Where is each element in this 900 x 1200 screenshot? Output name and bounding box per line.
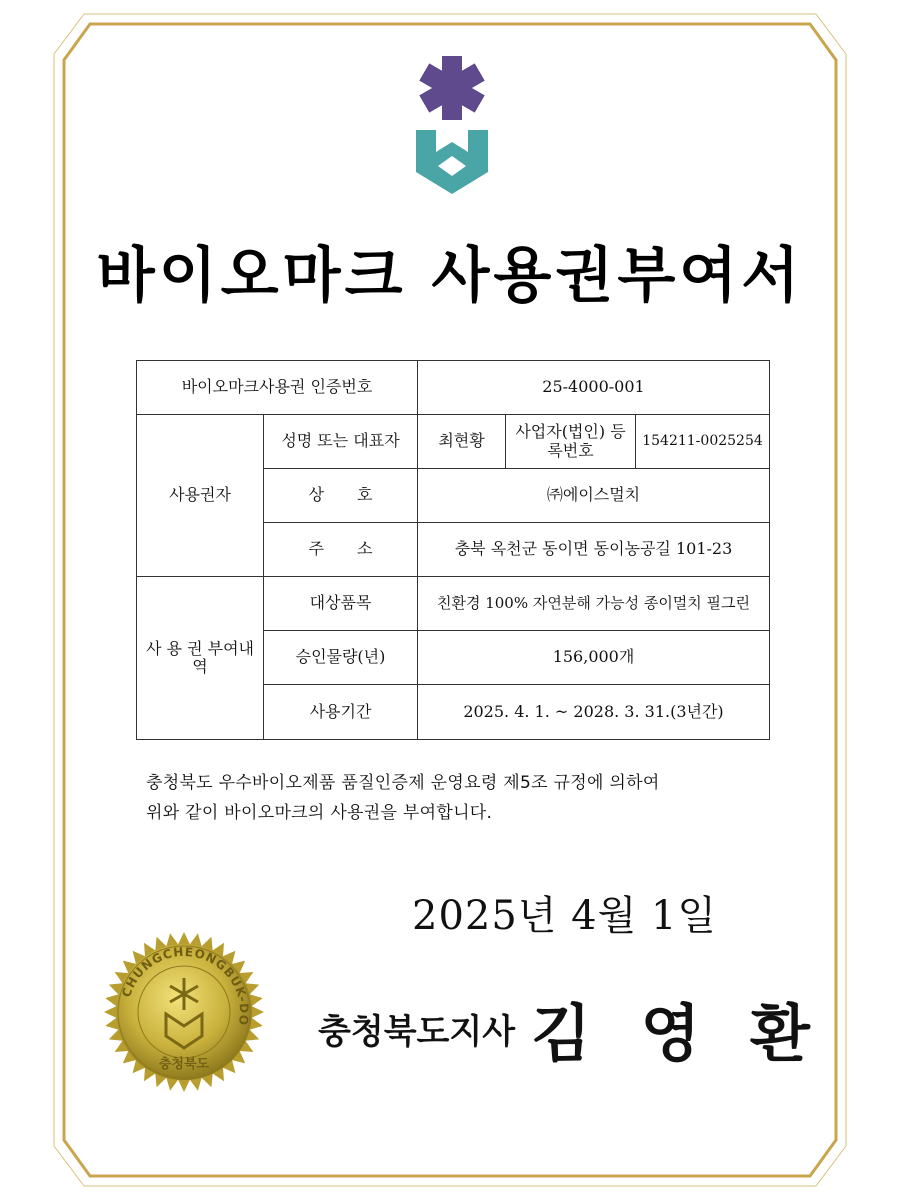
biz-reg-label: 사업자(법인) 등록번호: [506, 415, 636, 469]
certificate-title: 바이오마크 사용권부여서: [96, 241, 804, 311]
issue-date: 2025년 4월 1일: [412, 893, 718, 939]
certificate-table: [136, 360, 770, 740]
biomark-logo-icon: [412, 56, 492, 196]
product-value: 친환경 100% 자연분해 가능성 종이멀치 필그린: [418, 577, 770, 631]
seal-inner-text: 충청북도: [158, 1057, 210, 1072]
quantity-label: 승인물량(년): [264, 631, 418, 685]
grant-statement: [146, 768, 786, 828]
address-value: 충북 옥천군 동이면 동이농공길 101-23: [418, 523, 770, 577]
name-label: 성명 또는 대표자: [264, 415, 418, 469]
issuer-name: 김 영 환: [531, 997, 824, 1070]
table-row: [137, 577, 770, 631]
cert-number-label: 바이오마크사용권 인증번호: [137, 361, 418, 415]
statement-line-2: 위와 같이 바이오마크의 사용권을 부여합니다.: [146, 803, 493, 823]
table-row: [137, 415, 770, 469]
table-row: [137, 361, 770, 415]
cert-number-value: 25-4000-001: [418, 361, 770, 415]
quantity-value: 156,000개: [418, 631, 770, 685]
address-label: 주 소: [264, 523, 418, 577]
period-label: 사용기간: [264, 685, 418, 740]
issuer: [318, 984, 824, 1073]
product-label: 대상품목: [264, 577, 418, 631]
grant-section-label: 사 용 권 부여내역: [137, 577, 264, 740]
company-value: ㈜에이스멀치: [418, 469, 770, 523]
gold-seal-icon: [100, 928, 268, 1096]
biz-reg-value: 154211-0025254: [636, 415, 770, 469]
statement-line-1: 충청북도 우수바이오제품 품질인증제 운영요령 제5조 규정에 의하여: [146, 773, 660, 793]
issuer-org: 충청북도지사: [318, 1012, 516, 1052]
period-value: 2025. 4. 1. ~ 2028. 3. 31.(3년간): [418, 685, 770, 740]
name-value: 최현황: [418, 415, 506, 469]
company-label: 상 호: [264, 469, 418, 523]
seal-ring-text: CHUNGCHEONGBUK-DO: [119, 944, 252, 1027]
user-section-label: 사용권자: [137, 415, 264, 577]
